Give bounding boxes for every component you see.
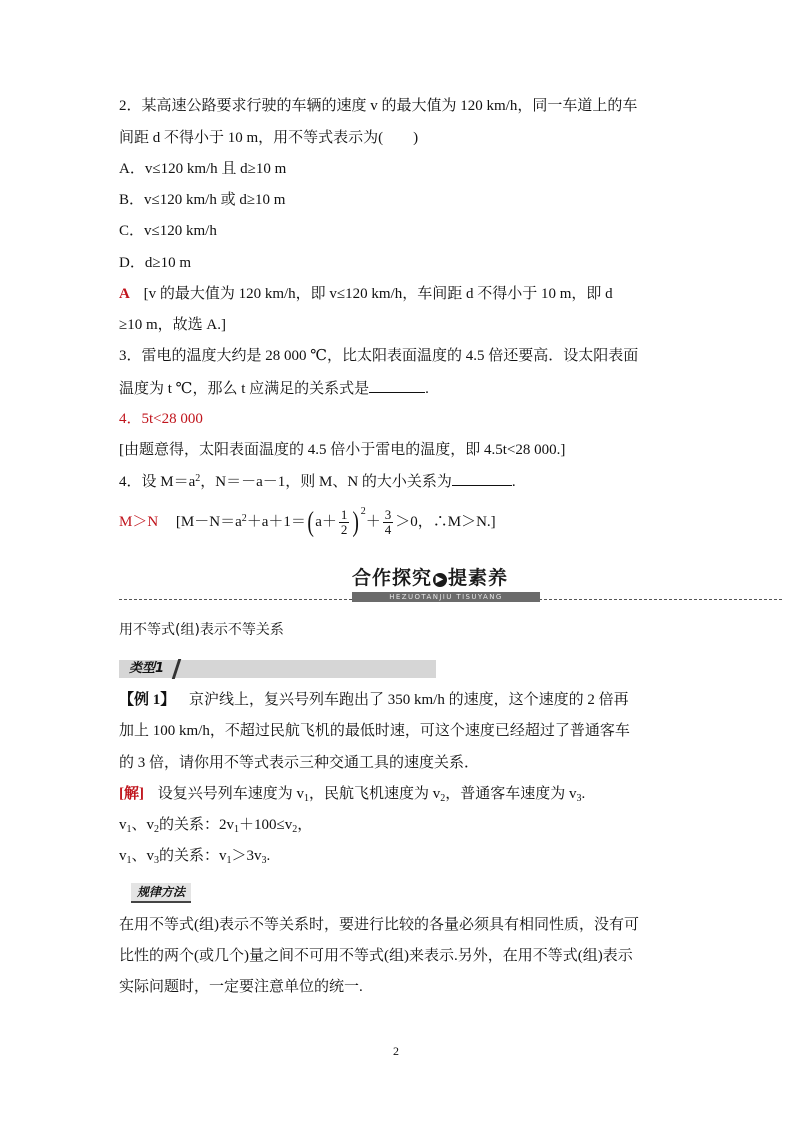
method-line-3: 实际问题时，一定要注意单位的统一. [119,979,363,995]
q2-explanation-text: [v 的最大值为 120 km/h，即 v≤120 km/h，车间距 d 不得小于 10 m，即 d [143,286,613,302]
solution-text-end: . [581,786,586,802]
type-label: 类型1 [125,659,178,679]
sub-1: 1 [304,793,310,804]
method-label: 规律方法 [131,883,191,903]
page-number: 2 [393,1044,399,1058]
rel2-sub-b: 3 [154,855,160,866]
q2-option-d: D．d≥10 m [119,255,191,271]
example1-line-1 [119,690,629,710]
example1-line-2: 加上 100 km/h，不超过民航飞机的最低时速，可这个速度已经超过了普通客车 [119,723,630,739]
section-banner [352,566,542,606]
rel2-end: . [266,848,271,864]
q2-line-1: 2．某高速公路要求行驶的车辆的速度 v 的最大值为 120 km/h，同一车道上的车 [119,98,638,114]
rel2-sub-a: 1 [126,855,132,866]
solution-tag: [解] [119,786,144,802]
rel2-v: v [119,848,127,864]
fraction-one-half [339,508,350,537]
frac2-denominator: 4 [384,522,392,538]
q3-answer-blank [369,378,425,393]
q2-option-b: B．v≤120 km/h 或 d≥10 m [119,192,286,208]
solution-text-b: ，民航飞机速度为 v [309,786,441,802]
solution-line-1 [119,784,585,804]
q2-explanation-line-1 [119,284,613,304]
method-line-2: 比性的两个(或几个)量之间不可用不等式(组)来表示.另外，在用不等式(组)表示 [119,948,633,964]
method-line-1: 在用不等式(组)表示不等关系时，要进行比较的各量必须具有相同性质，没有可 [119,917,639,933]
q4-expl-pre: [M－N＝a [175,514,242,530]
example1-line-3: 的 3 倍，请你用不等式表示三种交通工具的速度关系． [119,755,480,771]
rel2-sep: 、v [131,848,155,864]
arrow-icon: ▶ [433,573,447,587]
q3-line-2-text: 温度为 t ℃，那么 t 应满足的关系式是 [119,381,370,397]
q4-exponent: 2 [195,473,201,484]
rel1-text: 的关系：2v [159,817,235,833]
rel2-sub-d: 3 [261,855,267,866]
q4-answer-blank [452,471,512,486]
q4-square-exponent: 2 [360,506,366,517]
q4-prefix: 4．设 M＝a [119,474,196,490]
fraction-three-quarters [383,508,394,537]
rel2-tail: ＞3v [231,848,262,864]
left-paren: ( [307,506,314,538]
q3-line-2 [119,378,429,399]
sub-3: 3 [576,793,582,804]
q4-line [119,471,516,492]
rel1-sep: 、v [131,817,155,833]
solution-text-a: 设复兴号列车速度为 v [157,786,305,802]
rel1-v: v [119,817,127,833]
q3-line-1: 3．雷电的温度大约是 28 000 ℃，比太阳表面温度的 4.5 倍还要高．设太阳表面 [119,348,639,364]
q2-line-2: 间距 d 不得小于 10 m，用不等式表示为( ) [119,130,419,146]
banner-subtitle: HEZUOTANJIU TISUYANG [389,593,503,601]
banner-title-right: 提素养 [448,567,509,589]
frac1-numerator: 1 [340,507,348,523]
frac2-numerator: 3 [384,507,392,523]
q3-explanation: [由题意得，太阳表面温度的 4.5 倍小于雷电的温度，即 4.5t<28 000.] [119,442,566,458]
rel1-end: ， [297,817,313,833]
q4-paren-inner: a＋ [315,514,337,530]
example1-tag: 【例 1】 [119,692,176,708]
rel1-sub-a: 1 [126,824,132,835]
rel1-sub-b: 2 [154,824,160,835]
sub-2: 2 [440,793,446,804]
relation-2 [119,846,270,866]
q4-plus: ＋ [365,514,381,530]
q4-end: . [511,474,516,490]
right-paren: ) [352,506,360,538]
rel2-sub-c: 1 [226,855,232,866]
solution-text-c: ，普通客车速度为 v [445,786,577,802]
q2-answer: A [119,286,130,302]
q2-option-c: C．v≤120 km/h [119,223,217,239]
q2-option-a: A．v≤120 km/h 且 d≥10 m [119,161,287,177]
q3-line-2-end: . [425,381,429,397]
rel1-sub-d: 2 [292,824,298,835]
rel1-sub-c: 1 [234,824,240,835]
q4-answer: M＞N [119,514,159,530]
banner-title-left: 合作探究 [352,567,433,589]
q3-answer: 4．5t<28 000 [119,411,203,427]
q4-expl-end: ＞0，∴M＞N.] [395,514,496,530]
banner-title [352,566,542,590]
q2-explanation-line-2: ≥10 m，故选 A.] [119,317,226,333]
q4-expl-exponent: 2 [241,513,247,524]
rel2-text: 的关系：v [159,848,227,864]
frac1-denominator: 2 [340,522,348,538]
q4-explanation [119,507,496,537]
example1-line-1-text: 京沪线上，复兴号列车跑出了 350 km/h 的速度，这个速度的 2 倍再 [189,692,629,708]
relation-1 [119,815,312,835]
rel1-tail: ＋100≤v [239,817,293,833]
q4-expl-mid: ＋a＋1＝ [246,514,306,530]
section-title: 用不等式(组)表示不等关系 [119,622,284,638]
q4-mid: ，N＝－a－1，则 M、N 的大小关系为 [200,474,452,490]
